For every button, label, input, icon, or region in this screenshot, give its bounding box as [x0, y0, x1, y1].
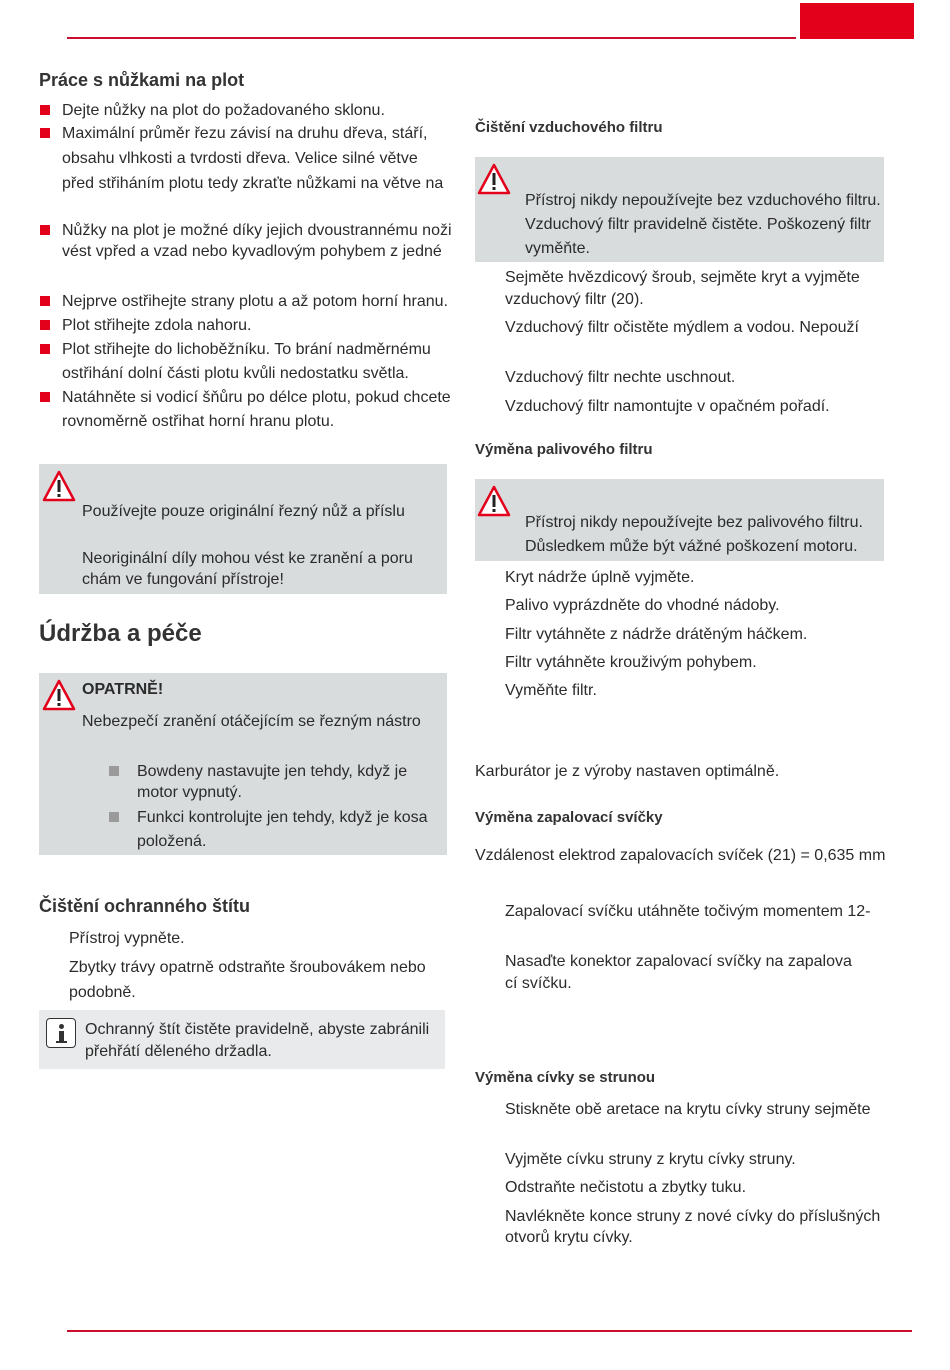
bullet-icon	[40, 105, 50, 115]
step-text: Vyjměte cívku struny z krytu cívky struny.	[505, 1151, 796, 1168]
warning-triangle-icon	[42, 470, 76, 502]
list-item: vést vpřed a vzad nebo kyvadlovým pohybem z jedné	[62, 243, 442, 260]
step-text: vzduchový filtr (20).	[505, 291, 644, 308]
list-item: Plot střihejte zdola nahoru.	[62, 317, 252, 334]
header-rule	[67, 37, 796, 39]
list-item: Maximální průměr řezu závisí na druhu dřeva, stáří,	[62, 125, 428, 142]
info-icon	[46, 1018, 76, 1048]
step-text: Filtr vytáhněte krouživým pohybem.	[505, 654, 757, 671]
bullet-icon	[40, 128, 50, 138]
list-item: před střiháním plotu tedy zkraťte nůžkami na větve na	[62, 175, 444, 192]
bullet-icon	[40, 344, 50, 354]
section-title-spark: Výměna zapalovací svíčky	[475, 809, 663, 826]
step-text: Zapalovací svíčku utáhněte točivým momentem 12-	[505, 903, 871, 920]
warning-text: Důsledkem může být vážné poškození motoru.	[525, 538, 858, 555]
list-item: Dejte nůžky na plot do požadovaného sklonu.	[62, 102, 385, 119]
warning-text: Neoriginální díly mohou vést ke zranění a poru	[82, 550, 413, 567]
warning-triangle-icon	[477, 163, 511, 195]
step-text: Navlékněte konce struny z nové cívky do příslušných	[505, 1208, 881, 1225]
list-item: Plot střihejte do lichoběžníku. To brání nadměrnému	[62, 341, 431, 358]
step-text: Přístroj vypněte.	[69, 930, 185, 947]
list-item: položená.	[137, 833, 207, 850]
section-title-hedge: Práce s nůžkami na plot	[39, 70, 245, 90]
bullet-icon	[109, 812, 119, 822]
bullet-icon	[40, 392, 50, 402]
section-title-spool: Výměna cívky se strunou	[475, 1069, 656, 1086]
step-text: Vzduchový filtr nechte uschnout.	[505, 369, 736, 386]
step-text: Zbytky trávy opatrně odstraňte šroubovákem nebo	[69, 959, 426, 976]
bullet-icon	[40, 225, 50, 235]
list-item: Bowdeny nastavujte jen tehdy, když je	[137, 763, 408, 780]
list-item: motor vypnutý.	[137, 784, 242, 801]
spark-gap-text: Vzdálenost elektrod zapalovacích svíček (21) = 0,635 mm	[475, 847, 886, 864]
list-item: Funkci kontrolujte jen tehdy, když je kosa	[137, 809, 428, 826]
step-text: Vzduchový filtr očistěte mýdlem a vodou. Nepouží	[505, 319, 859, 336]
step-text: Nasaďte konektor zapalovací svíčky na zapalova	[505, 953, 852, 970]
footer-rule	[67, 1330, 912, 1332]
section-title-maintenance: Údržba a péče	[39, 620, 202, 647]
list-item: Nejprve ostřihejte strany plotu a až potom horní hranu.	[62, 293, 448, 310]
list-item: rovnoměrně ostřihat horní hranu plotu.	[62, 413, 335, 430]
carburetor-text: Karburátor je z výroby nastaven optimálně.	[475, 763, 780, 780]
step-text: Vyměňte filtr.	[505, 682, 597, 699]
warning-text: vyměňte.	[525, 240, 590, 257]
warning-text: chám ve fungování přístroje!	[82, 571, 284, 588]
step-text: podobně.	[69, 984, 136, 1001]
bullet-icon	[109, 766, 119, 776]
bullet-icon	[40, 296, 50, 306]
list-item: Nůžky na plot je možné díky jejich dvoustrannému noži	[62, 222, 452, 239]
section-title-fuelfilter: Výměna palivového filtru	[475, 441, 653, 458]
header-tab	[800, 3, 914, 39]
section-title-guard: Čištění ochranného štítu	[39, 896, 251, 916]
step-text: Kryt nádrže úplně vyjměte.	[505, 569, 695, 586]
list-item: Natáhněte si vodicí šňůru po délce plotu, pokud chcete	[62, 389, 451, 406]
step-text: Palivo vyprázdněte do vhodné nádoby.	[505, 597, 780, 614]
step-text: Stiskněte obě aretace na krytu cívky struny sejměte	[505, 1101, 871, 1118]
step-text: Vzduchový filtr namontujte v opačném pořadí.	[505, 398, 830, 415]
section-title-airfilter: Čištění vzduchového filtru	[475, 119, 663, 136]
list-item: obsahu vlhkosti a tvrdosti dřeva. Velice silné větve	[62, 150, 418, 167]
step-text: cí svíčku.	[505, 975, 572, 992]
warning-text: Používejte pouze originální řezný nůž a příslu	[82, 503, 405, 520]
info-text: Ochranný štít čistěte pravidelně, abyste zabránili	[85, 1021, 430, 1038]
caution-label: OPATRNĚ!	[82, 681, 164, 698]
step-text: Filtr vytáhněte z nádrže drátěným háčkem.	[505, 626, 808, 643]
warning-text: Vzduchový filtr pravidelně čistěte. Poškozený filtr	[525, 216, 871, 233]
list-item: ostřihání dolní části plotu kvůli nedostatku světla.	[62, 365, 409, 382]
warning-triangle-icon	[42, 679, 76, 711]
step-text: otvorů krytu cívky.	[505, 1229, 633, 1246]
warning-text: Přístroj nikdy nepoužívejte bez vzduchového filtru.	[525, 192, 881, 209]
warning-triangle-icon	[477, 485, 511, 517]
caution-text: Nebezpečí zranění otáčejícím se řezným nástro	[82, 713, 421, 730]
step-text: Odstraňte nečistotu a zbytky tuku.	[505, 1179, 747, 1196]
warning-text: Přístroj nikdy nepoužívejte bez palivového filtru.	[525, 514, 863, 531]
step-text: Sejměte hvězdicový šroub, sejměte kryt a vyjměte	[505, 269, 860, 286]
info-text: přehřátí děleného držadla.	[85, 1043, 272, 1060]
bullet-icon	[40, 320, 50, 330]
